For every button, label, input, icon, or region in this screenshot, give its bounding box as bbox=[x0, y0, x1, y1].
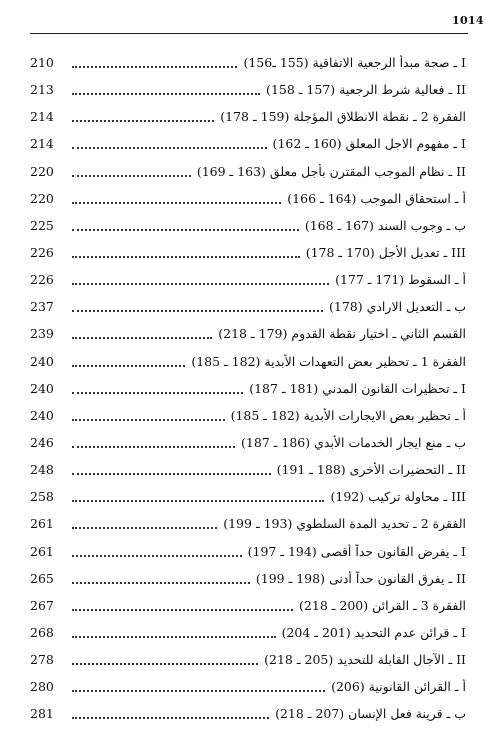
toc-page-number: 210 bbox=[30, 55, 54, 71]
table-of-contents bbox=[30, 49, 466, 728]
toc-entry bbox=[30, 402, 466, 429]
dot-leader bbox=[72, 581, 250, 584]
dot-leader bbox=[72, 499, 324, 502]
dot-leader bbox=[72, 608, 293, 611]
dot-leader bbox=[72, 65, 237, 68]
toc-entry bbox=[30, 619, 466, 646]
toc-entry bbox=[30, 673, 466, 700]
toc-entry bbox=[30, 266, 466, 293]
toc-entry-title: أ ـ القرائن القانونية (206) bbox=[331, 679, 466, 695]
toc-entry-title: أ ـ تحظير بعض الايجارات الأبدية (182 ـ 185) bbox=[230, 407, 466, 423]
toc-page-number: 280 bbox=[30, 679, 54, 695]
toc-entry-title: الفقرة 1 ـ تحظير بعض التعهدات الأبدية (182 ـ 185) bbox=[191, 353, 466, 369]
dot-leader bbox=[72, 445, 235, 448]
toc-entry-title: I ـ تحظيرات القانون المدني (181 ـ 187) bbox=[249, 380, 466, 396]
toc-entry-title: III ـ محاولة تركيب (192) bbox=[330, 489, 466, 505]
toc-page-number: 226 bbox=[30, 272, 54, 288]
toc-entry-title: II ـ الآجال القابلة للتحديد (205 ـ 218) bbox=[264, 652, 466, 668]
toc-entry bbox=[30, 49, 466, 76]
toc-page-number: 246 bbox=[30, 435, 54, 451]
toc-entry bbox=[30, 429, 466, 456]
dot-leader bbox=[72, 716, 269, 719]
dot-leader bbox=[72, 174, 191, 177]
toc-entry-title: الفقرة 3 ـ القرائن (200 ـ 218) bbox=[299, 597, 466, 613]
dot-leader bbox=[72, 635, 276, 638]
toc-page-number: 213 bbox=[30, 82, 54, 98]
toc-page-number: 240 bbox=[30, 380, 54, 396]
dot-leader bbox=[72, 119, 214, 122]
dot-leader bbox=[72, 391, 243, 394]
toc-page-number: 220 bbox=[30, 190, 54, 206]
toc-entry-title: II ـ نظام الموجب المقترن بأجل معلق (163 ـ 169) bbox=[196, 163, 466, 179]
toc-page-number: 240 bbox=[30, 353, 54, 369]
dot-leader bbox=[72, 282, 329, 285]
toc-entry bbox=[30, 130, 466, 157]
toc-page-number: 226 bbox=[30, 245, 54, 261]
toc-entry-title: ب ـ التعديل الارادي (178) bbox=[328, 299, 466, 315]
page-number: 1014 bbox=[452, 14, 484, 27]
toc-page-number: 248 bbox=[30, 462, 54, 478]
toc-entry-title: II ـ يفرق القانون حداً أدنى (198 ـ 199) bbox=[255, 570, 466, 586]
toc-entry-title: I ـ صحة مبدأ الرجعية الاتفاقية (155 ـ156) bbox=[243, 55, 466, 71]
dot-leader bbox=[72, 255, 300, 258]
toc-page-number: 278 bbox=[30, 652, 54, 668]
toc-entry-title: أ ـ استحقاق الموجب (164 ـ 166) bbox=[287, 190, 466, 206]
toc-page-number: 237 bbox=[30, 299, 54, 315]
toc-page-number: 265 bbox=[30, 570, 54, 586]
toc-page-number: 214 bbox=[30, 136, 54, 152]
toc-page-number: 214 bbox=[30, 109, 54, 125]
toc-entry-title: ب ـ وجوب السند (167 ـ 168) bbox=[304, 217, 466, 233]
dot-leader bbox=[72, 472, 271, 475]
toc-entry-title: أ ـ السقوط (171 ـ 177) bbox=[335, 272, 466, 288]
toc-page-number: 268 bbox=[30, 625, 54, 641]
toc-entry bbox=[30, 158, 466, 185]
dot-leader bbox=[72, 526, 217, 529]
toc-page-number: 220 bbox=[30, 163, 54, 179]
toc-entry-title: II ـ فعالية شرط الرجعية (157 ـ 158) bbox=[266, 82, 466, 98]
dot-leader bbox=[72, 92, 260, 95]
toc-page-number: 261 bbox=[30, 516, 54, 532]
toc-entry bbox=[30, 239, 466, 266]
toc-entry bbox=[30, 348, 466, 375]
toc-entry bbox=[30, 320, 466, 347]
toc-entry-title: القسم الثاني ـ اختيار نقطة القدوم (179 ـ 218) bbox=[218, 326, 466, 342]
toc-entry bbox=[30, 483, 466, 510]
toc-page-number: 225 bbox=[30, 217, 54, 233]
toc-entry bbox=[30, 592, 466, 619]
dot-leader bbox=[72, 309, 323, 312]
dot-leader bbox=[72, 689, 325, 692]
toc-entry bbox=[30, 565, 466, 592]
dot-leader bbox=[72, 554, 242, 557]
toc-page-number: 261 bbox=[30, 543, 54, 559]
toc-entry-title: الفقرة 2 ـ نقطة الانطلاق المؤجلة (159 ـ 178) bbox=[220, 109, 466, 125]
toc-entry bbox=[30, 293, 466, 320]
dot-leader bbox=[72, 662, 258, 665]
toc-entry bbox=[30, 646, 466, 673]
toc-entry-title: ب ـ منع ايجار الخدمات الأبدي (186 ـ 187) bbox=[241, 435, 466, 451]
header-rule bbox=[30, 33, 468, 34]
toc-entry bbox=[30, 76, 466, 103]
toc-page-number: 239 bbox=[30, 326, 54, 342]
toc-entry-title: الفقرة 2 ـ تحديد المدة السلطوي (193 ـ 199) bbox=[223, 516, 466, 532]
toc-entry bbox=[30, 185, 466, 212]
toc-page-number: 240 bbox=[30, 407, 54, 423]
dot-leader bbox=[72, 201, 281, 204]
toc-entry bbox=[30, 375, 466, 402]
toc-entry-title: II ـ التحضيرات الأخرى (188 ـ 191) bbox=[276, 462, 466, 478]
toc-entry bbox=[30, 456, 466, 483]
toc-page-number: 281 bbox=[30, 706, 54, 722]
toc-entry-title: I ـ قرائن عدم التحديد (201 ـ 204) bbox=[281, 625, 466, 641]
toc-entry-title: ب ـ قرينة فعل الإنسان (207 ـ 218) bbox=[275, 706, 466, 722]
dot-leader bbox=[72, 418, 225, 421]
toc-entry-title: III ـ تعديل الأجل (170 ـ 178) bbox=[305, 245, 466, 261]
dot-leader bbox=[72, 364, 185, 367]
toc-entry bbox=[30, 212, 466, 239]
toc-entry bbox=[30, 700, 466, 727]
toc-entry-title: I ـ يفرض القانون حداً أقصى (194 ـ 197) bbox=[247, 543, 466, 559]
dot-leader bbox=[72, 336, 212, 339]
toc-page-number: 258 bbox=[30, 489, 54, 505]
toc-entry bbox=[30, 538, 466, 565]
toc-entry bbox=[30, 103, 466, 130]
toc-page-number: 267 bbox=[30, 597, 54, 613]
dot-leader bbox=[72, 146, 267, 149]
dot-leader bbox=[72, 228, 299, 231]
toc-entry-title: I ـ مفهوم الاجل المعلق (160 ـ 162) bbox=[272, 136, 466, 152]
toc-entry bbox=[30, 510, 466, 537]
